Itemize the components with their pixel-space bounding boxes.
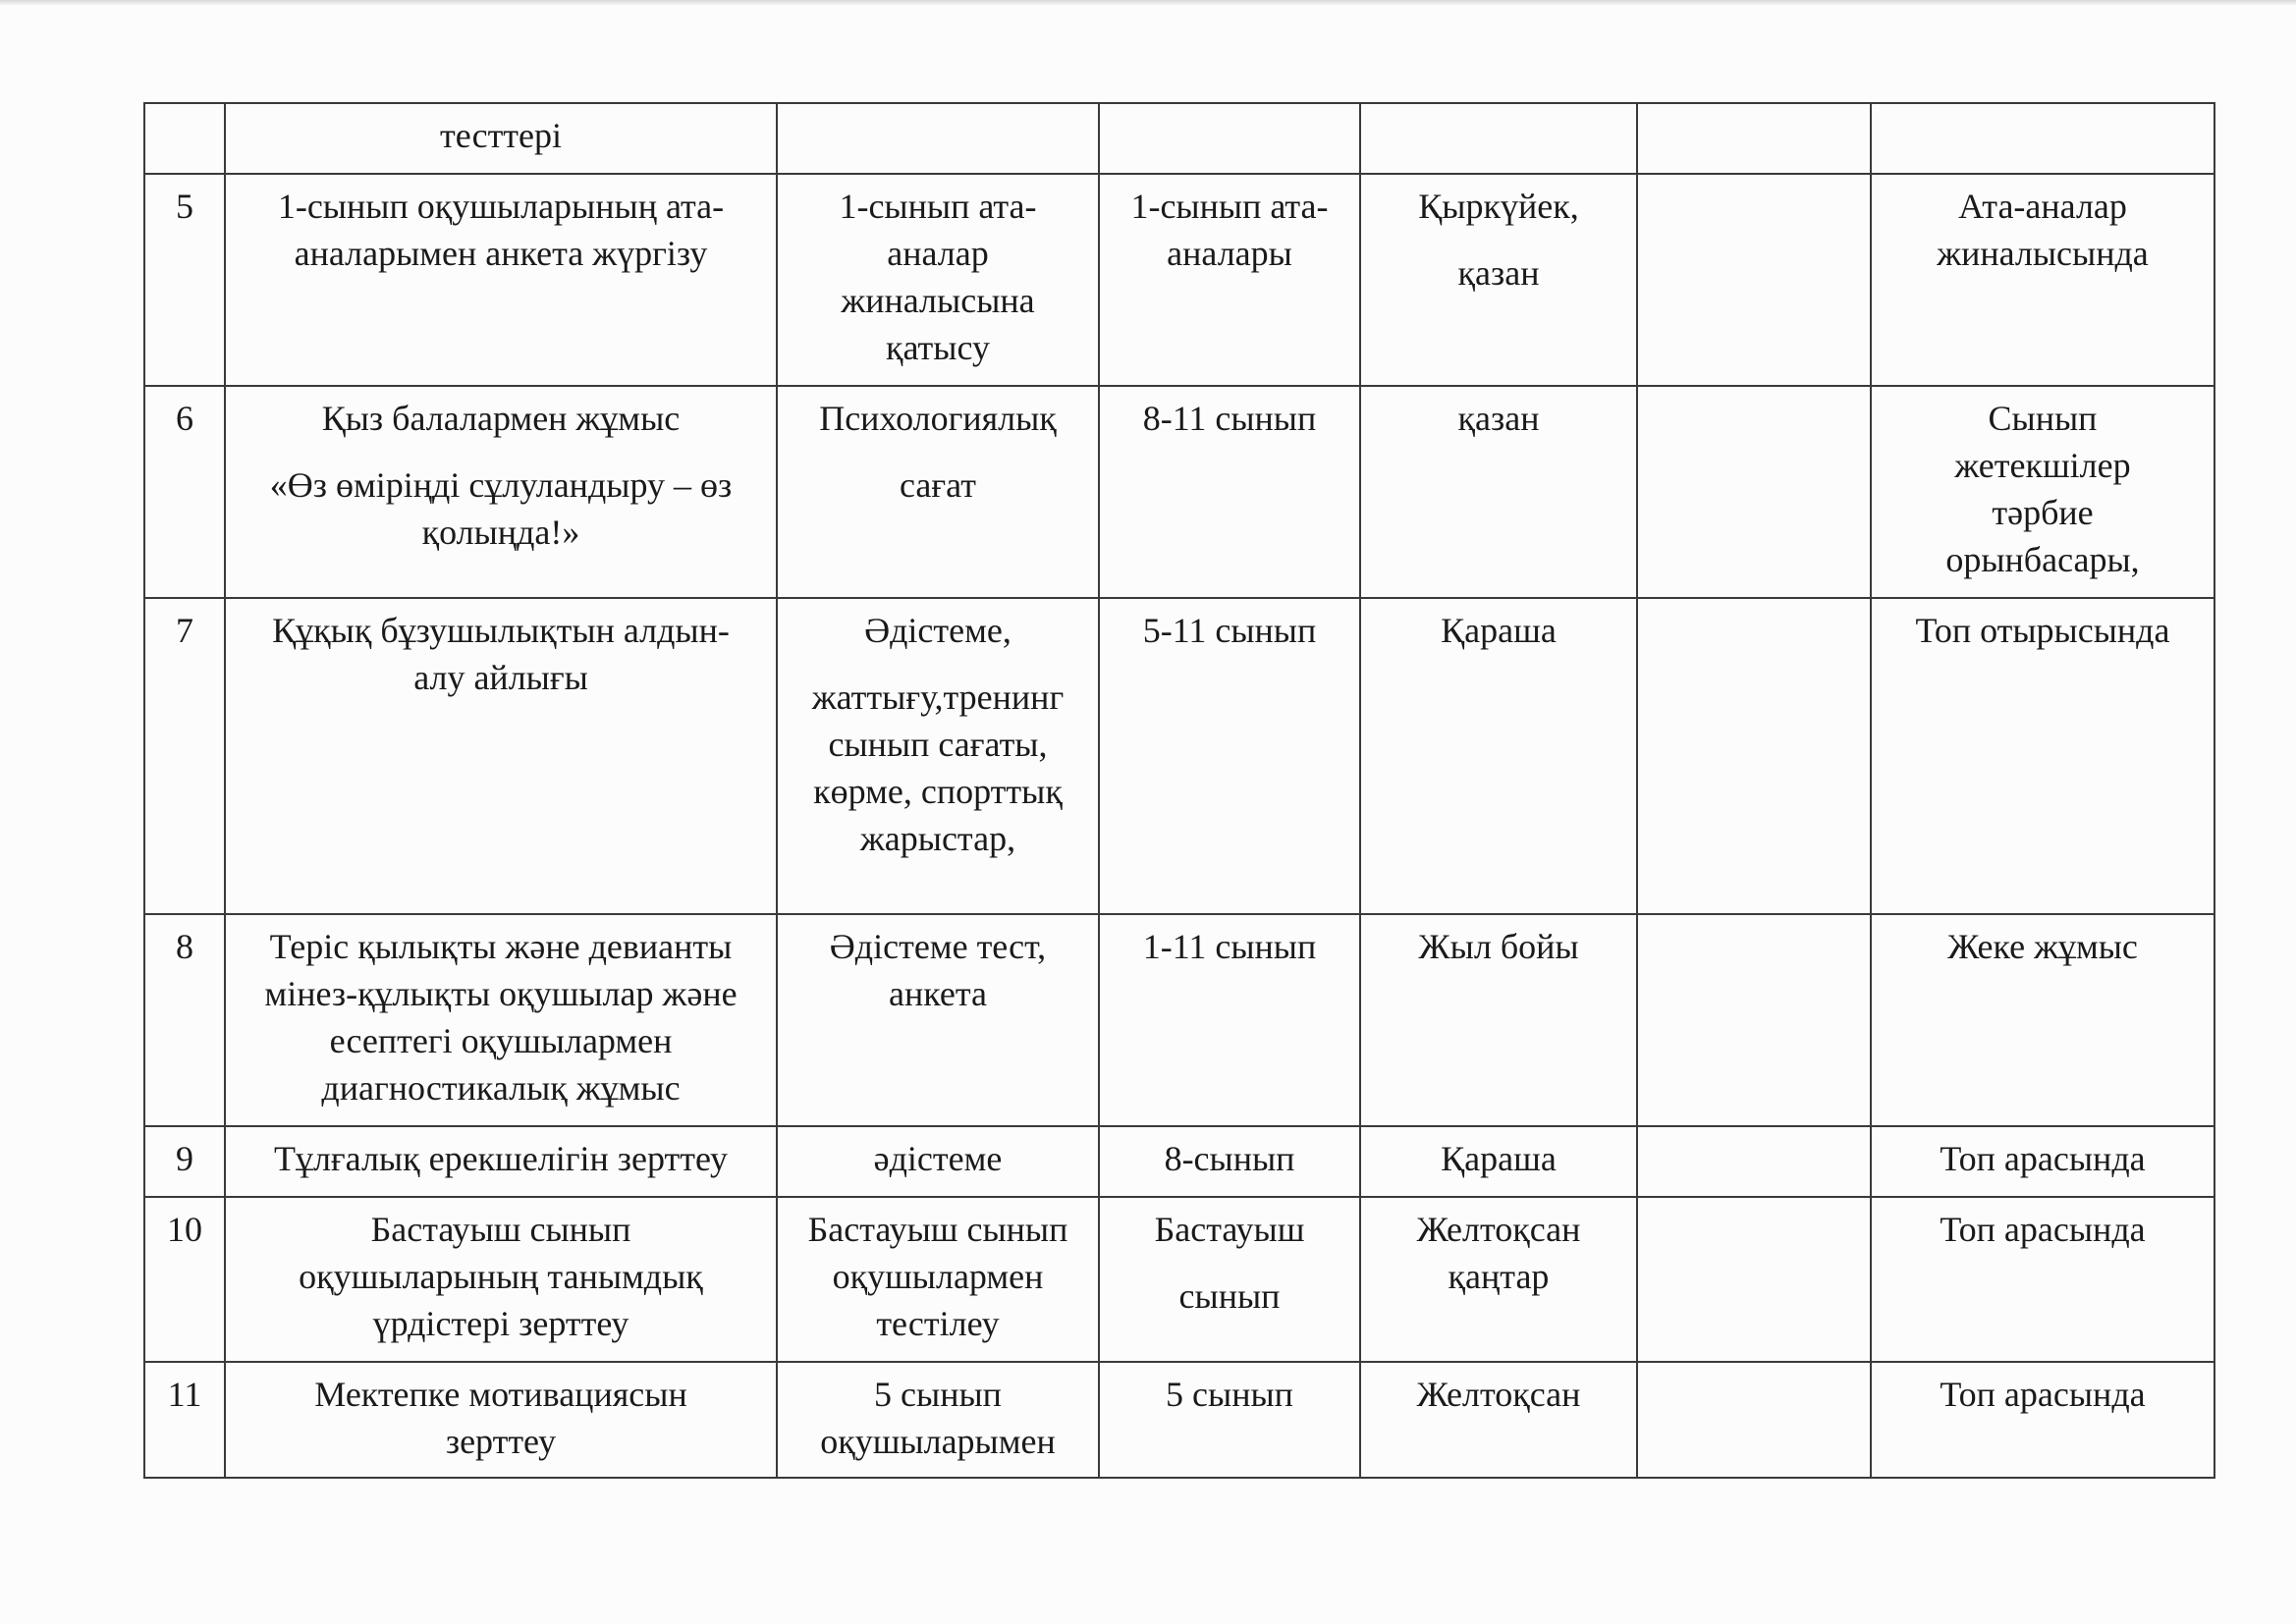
table-row <box>144 386 2214 598</box>
activity-cell: Теріс қылықты және девианты мінез-құлықты оқушылар және есептегі оқушылармен диагностикалық жұмыс <box>225 914 777 1126</box>
result-cell: Топ арасында <box>1871 1126 2214 1197</box>
responsible-cell <box>1637 1362 1871 1478</box>
work-plan-table <box>143 102 2215 1479</box>
date-cell: Желтоқсан қаңтар <box>1360 1197 1637 1362</box>
date-cell: Қараша <box>1360 598 1637 914</box>
activity-cell: Тұлғалық ерекшелігін зерттеу <box>225 1126 777 1197</box>
row-number-cell: 9 <box>144 1126 225 1197</box>
table-row <box>144 1362 2214 1478</box>
participants-cell: 1-11 сынып <box>1099 914 1360 1126</box>
row-number-cell: 8 <box>144 914 225 1126</box>
result-cell: Топ арасында <box>1871 1197 2214 1362</box>
row-number-cell: 7 <box>144 598 225 914</box>
table-row <box>144 103 2214 174</box>
form-cell: әдістеме <box>777 1126 1099 1197</box>
form-cell <box>777 103 1099 174</box>
row-number-cell <box>144 103 225 174</box>
date-cell: Қыркүйек, қазан <box>1360 174 1637 386</box>
activity-cell: Бастауыш сынып оқушыларының танымдық үрдістері зерттеу <box>225 1197 777 1362</box>
activity-cell: тесттері <box>225 103 777 174</box>
form-cell: Әдістеме тест, анкета <box>777 914 1099 1126</box>
result-cell: Жеке жұмыс <box>1871 914 2214 1126</box>
table-row <box>144 598 2214 914</box>
form-cell: 5 сынып оқушыларымен <box>777 1362 1099 1478</box>
participants-cell <box>1099 103 1360 174</box>
participants-cell: Бастауыш сынып <box>1099 1197 1360 1362</box>
result-cell: Топ отырысында <box>1871 598 2214 914</box>
date-cell: Желтоқсан <box>1360 1362 1637 1478</box>
responsible-cell <box>1637 1197 1871 1362</box>
form-cell: 1-сынып ата- аналар жиналысына қатысу <box>777 174 1099 386</box>
row-number-cell: 5 <box>144 174 225 386</box>
date-cell: қазан <box>1360 386 1637 598</box>
responsible-cell <box>1637 386 1871 598</box>
activity-cell: 1-сынып оқушыларының ата- аналарымен анкета жүргізу <box>225 174 777 386</box>
date-cell <box>1360 103 1637 174</box>
participants-cell: 5-11 сынып <box>1099 598 1360 914</box>
activity-cell: Құқық бұзушылықтын алдын- алу айлығы <box>225 598 777 914</box>
table-row <box>144 1126 2214 1197</box>
activity-cell: Мектепке мотивациясын зерттеу <box>225 1362 777 1478</box>
participants-cell: 8-11 сынып <box>1099 386 1360 598</box>
responsible-cell <box>1637 103 1871 174</box>
participants-cell: 5 сынып <box>1099 1362 1360 1478</box>
form-cell: Әдістеме, жаттығу,тренинг сынып сағаты, көрме, спорттық жарыстар, <box>777 598 1099 914</box>
responsible-cell <box>1637 598 1871 914</box>
table-row <box>144 174 2214 386</box>
scan-edge <box>0 0 2296 6</box>
result-cell <box>1871 103 2214 174</box>
form-cell: Бастауыш сынып оқушылармен тестілеу <box>777 1197 1099 1362</box>
date-cell: Қараша <box>1360 1126 1637 1197</box>
row-number-cell: 6 <box>144 386 225 598</box>
table-row <box>144 914 2214 1126</box>
participants-cell: 8-сынып <box>1099 1126 1360 1197</box>
activity-cell: Қыз балалармен жұмыс «Өз өміріңді сұлуландыру – өз қолыңда!» <box>225 386 777 598</box>
responsible-cell <box>1637 1126 1871 1197</box>
date-cell: Жыл бойы <box>1360 914 1637 1126</box>
table-row <box>144 1197 2214 1362</box>
responsible-cell <box>1637 174 1871 386</box>
form-cell: Психологиялық сағат <box>777 386 1099 598</box>
row-number-cell: 11 <box>144 1362 225 1478</box>
result-cell: Сынып жетекшілер тәрбие орынбасары, <box>1871 386 2214 598</box>
participants-cell: 1-сынып ата- аналары <box>1099 174 1360 386</box>
result-cell: Топ арасында <box>1871 1362 2214 1478</box>
row-number-cell: 10 <box>144 1197 225 1362</box>
responsible-cell <box>1637 914 1871 1126</box>
result-cell: Ата-аналар жиналысында <box>1871 174 2214 386</box>
